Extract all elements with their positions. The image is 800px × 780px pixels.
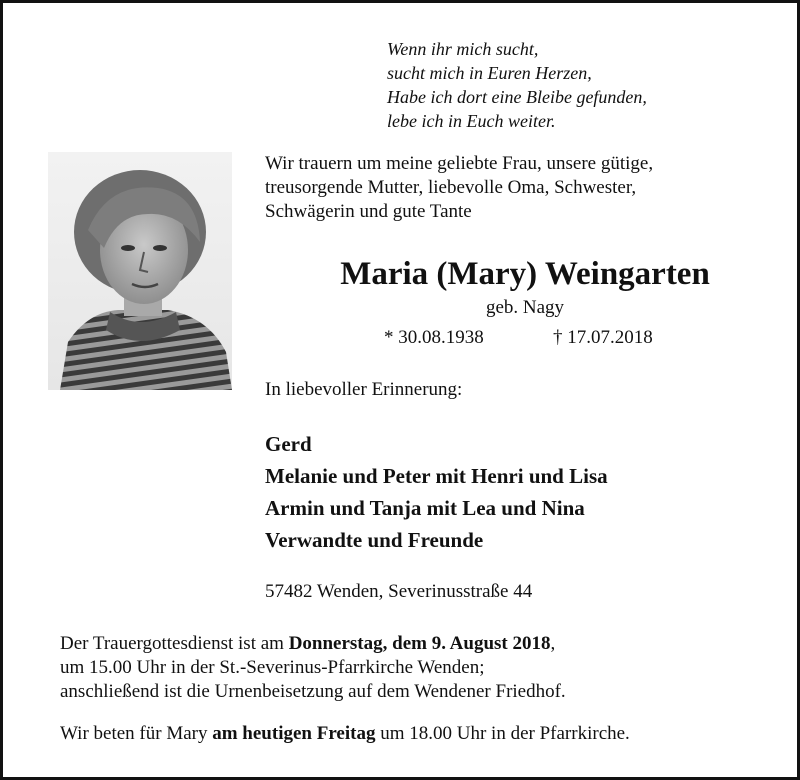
- service-line-2: um 15.00 Uhr in der St.-Severinus-Pfarrkirche Wenden;: [60, 657, 485, 678]
- prayer-text: Wir beten für Mary: [60, 723, 213, 744]
- birth-name: geb. Nagy: [485, 297, 565, 318]
- service-text: ,: [550, 633, 556, 654]
- funeral-service-info: [60, 632, 566, 704]
- portrait-photo: [48, 152, 232, 390]
- family-entry: Gerd: [265, 432, 312, 456]
- poem-line: Wenn ihr mich sucht,: [387, 39, 539, 59]
- death-date: † 17.07.2018: [553, 327, 653, 348]
- intro-line: Schwägerin und gute Tante: [265, 201, 472, 222]
- family-entry: Melanie und Peter mit Henri und Lisa: [265, 464, 608, 488]
- family-entry: Armin und Tanja mit Lea und Nina: [265, 496, 585, 520]
- service-line-3: anschließend ist die Urnenbeisetzung auf dem Wendener Friedhof.: [60, 681, 566, 702]
- poem-line: Habe ich dort eine Bleibe gefunden,: [387, 87, 647, 107]
- family-address: 57482 Wenden, Severinusstraße 44: [265, 581, 533, 602]
- prayer-text: um 18.00 Uhr in der Pfarrkirche.: [375, 723, 630, 744]
- poem-line: lebe ich in Euch weiter.: [387, 111, 556, 131]
- prayer-day: am heutigen Freitag: [212, 723, 376, 744]
- intro-line: Wir trauern um meine geliebte Frau, unsere gütige,: [265, 153, 654, 174]
- poem-line: sucht mich in Euren Herzen,: [387, 63, 592, 83]
- birth-date: * 30.08.1938: [384, 327, 484, 348]
- intro-line: treusorgende Mutter, liebevolle Oma, Schwester,: [265, 177, 637, 198]
- deceased-name: Maria (Mary) Weingarten: [340, 256, 710, 292]
- prayer-info: [60, 722, 630, 746]
- mourning-intro: [265, 152, 653, 224]
- family-entry: Verwandte und Freunde: [265, 528, 484, 552]
- service-line-1: [60, 632, 566, 656]
- portrait-icon: [48, 152, 232, 390]
- family-list: [265, 428, 608, 556]
- remembrance-heading: In liebevoller Erinnerung:: [265, 379, 463, 400]
- service-date: Donnerstag, dem 9. August 2018: [288, 633, 551, 654]
- service-text: Der Trauergottesdienst ist am: [60, 633, 289, 654]
- poem: [387, 37, 647, 133]
